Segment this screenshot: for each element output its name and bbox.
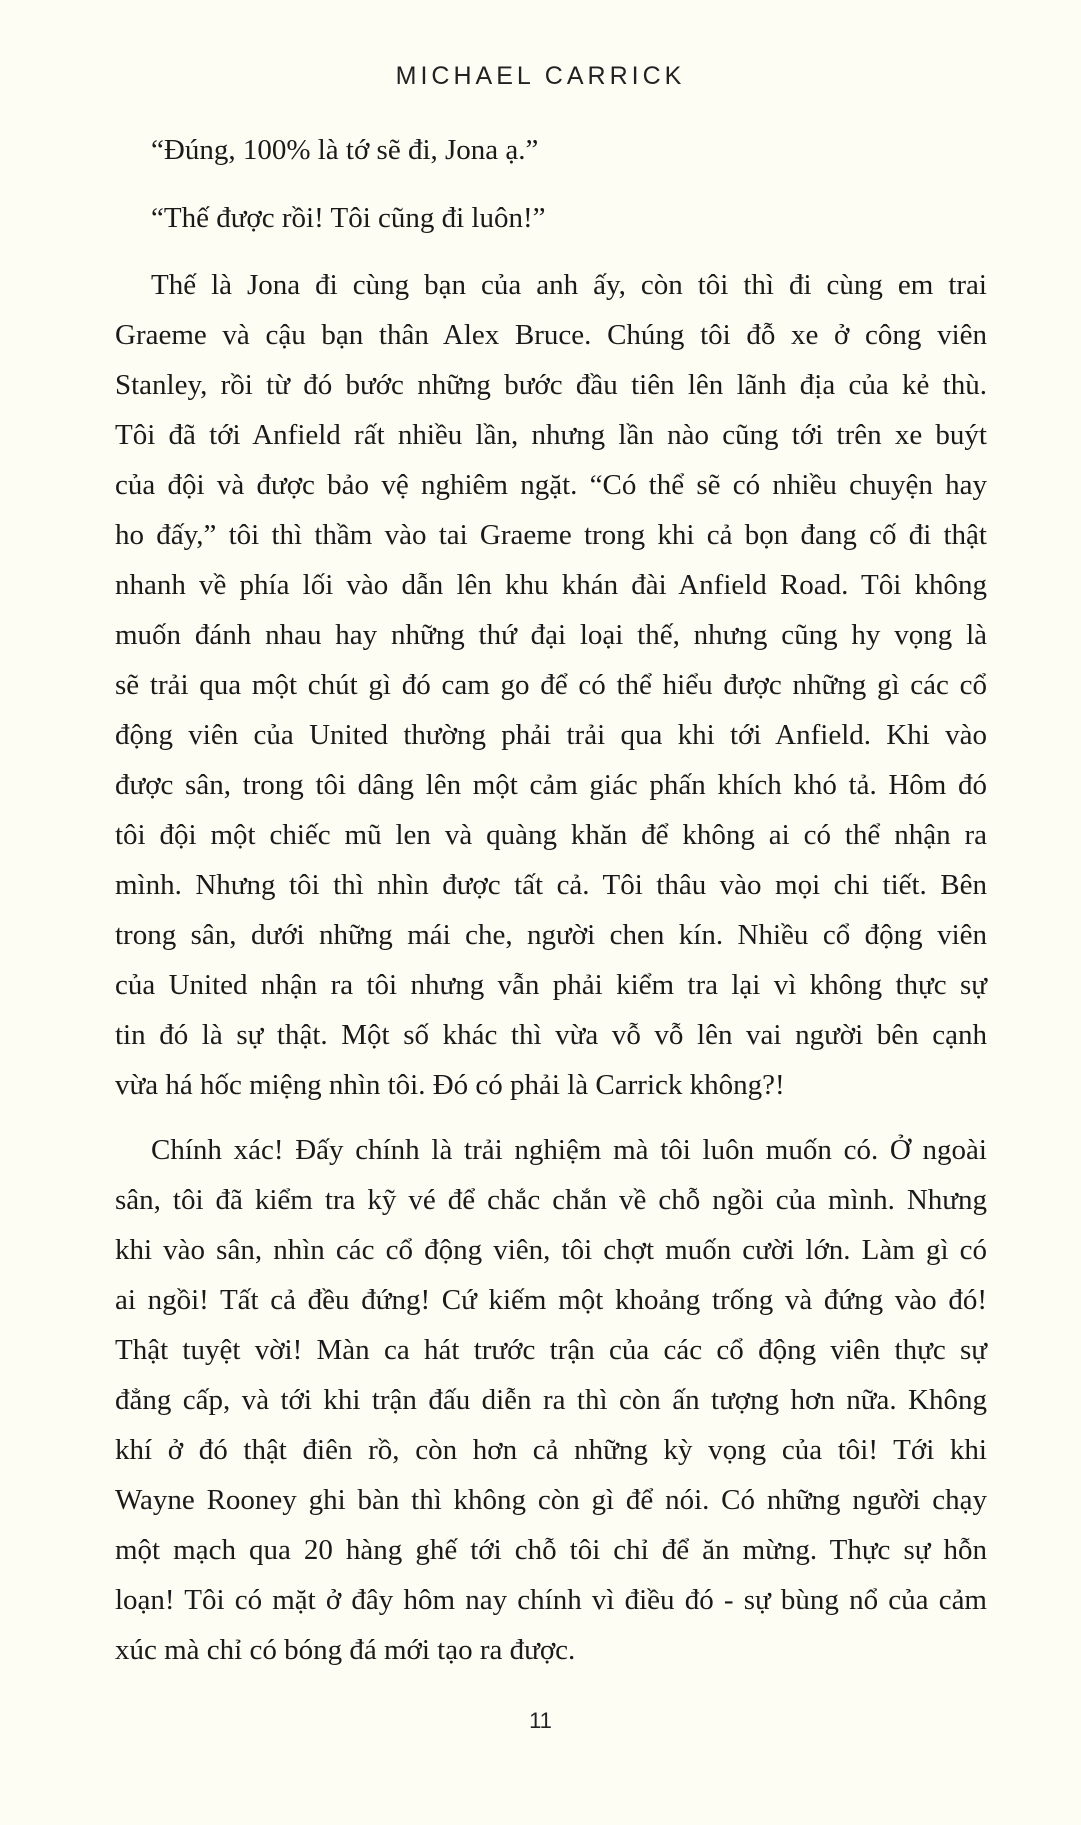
dialogue-line: “Đúng, 100% là tớ sẽ đi, Jona ạ.” bbox=[151, 134, 539, 166]
text-line: Wayne Rooney ghi bàn thì không còn gì để nói. Có những người chạy bbox=[115, 1484, 987, 1516]
text-line: loạn! Tôi có mặt ở đây hôm nay chính vì điều đó - sự bùng nổ của cảm bbox=[115, 1584, 987, 1616]
text-line: của United nhận ra tôi nhưng vẫn phải kiểm tra lại vì không thực sự bbox=[115, 969, 987, 1001]
paragraph bbox=[115, 1125, 987, 1675]
page-number: 11 bbox=[529, 1708, 552, 1733]
text-line: Tôi đã tới Anfield rất nhiều lần, nhưng lần nào cũng tới trên xe buýt bbox=[115, 419, 987, 451]
text-line: một mạch qua 20 hàng ghế tới chỗ tôi chỉ để ăn mừng. Thực sự hỗn bbox=[115, 1534, 987, 1566]
text-line: tin đó là sự thật. Một số khác thì vừa vỗ vỗ lên vai người bên cạnh bbox=[115, 1019, 987, 1051]
running-header: MICHAEL CARRICK bbox=[395, 62, 686, 90]
text-line: được sân, trong tôi dâng lên một cảm giác phấn khích khó tả. Hôm đó bbox=[115, 769, 987, 801]
text-line: Chính xác! Đấy chính là trải nghiệm mà tôi luôn muốn có. Ở ngoài bbox=[151, 1134, 987, 1166]
text-line: tôi đội một chiếc mũ len và quàng khăn để không ai có thể nhận ra bbox=[115, 819, 987, 851]
text-line: xúc mà chỉ có bóng đá mới tạo ra được. bbox=[115, 1634, 576, 1666]
dialogue-line: “Thế được rồi! Tôi cũng đi luôn!” bbox=[151, 202, 546, 234]
text-line: Graeme và cậu bạn thân Alex Bruce. Chúng tôi đỗ xe ở công viên bbox=[115, 319, 987, 351]
text-line: ai ngồi! Tất cả đều đứng! Cứ kiếm một khoảng trống và đứng vào đó! bbox=[115, 1284, 987, 1316]
text-line: Thật tuyệt vời! Màn ca hát trước trận của các cổ động viên thực sự bbox=[115, 1334, 987, 1366]
text-line: ho đấy,” tôi thì thầm vào tai Graeme trong khi cả bọn đang cố đi thật bbox=[115, 519, 987, 551]
dialogue-block bbox=[115, 193, 987, 243]
text-line: Stanley, rồi từ đó bước những bước đầu tiên lên lãnh địa của kẻ thù. bbox=[115, 369, 987, 401]
text-line: khi vào sân, nhìn các cổ động viên, tôi chợt muốn cười lớn. Làm gì có bbox=[115, 1234, 987, 1266]
text-line: khí ở đó thật điên rồ, còn hơn cả những kỳ vọng của tôi! Tới khi bbox=[115, 1434, 987, 1466]
text-line: trong sân, dưới những mái che, người chen kín. Nhiều cổ động viên bbox=[115, 919, 987, 951]
text-line: của đội và được bảo vệ nghiêm ngặt. “Có thể sẽ có nhiều chuyện hay bbox=[115, 469, 987, 501]
text-line: Thế là Jona đi cùng bạn của anh ấy, còn tôi thì đi cùng em trai bbox=[151, 269, 987, 301]
paragraph bbox=[115, 260, 987, 1110]
text-line: sân, tôi đã kiểm tra kỹ vé để chắc chắn về chỗ ngồi của mình. Nhưng bbox=[115, 1184, 987, 1216]
text-line: muốn đánh nhau hay những thứ đại loại thế, nhưng cũng hy vọng là bbox=[115, 619, 987, 651]
text-line: động viên của United thường phải trải qua khi tới Anfield. Khi vào bbox=[115, 719, 987, 751]
text-line: đẳng cấp, và tới khi trận đấu diễn ra thì còn ấn tượng hơn nữa. Không bbox=[115, 1384, 987, 1416]
text-line: sẽ trải qua một chút gì đó cam go để có thể hiểu được những gì các cổ bbox=[115, 669, 987, 701]
text-line: nhanh về phía lối vào dẫn lên khu khán đài Anfield Road. Tôi không bbox=[115, 569, 987, 601]
text-line: vừa há hốc miệng nhìn tôi. Đó có phải là Carrick không?! bbox=[115, 1069, 785, 1101]
dialogue-block bbox=[115, 125, 987, 175]
text-line: mình. Nhưng tôi thì nhìn được tất cả. Tôi thâu vào mọi chi tiết. Bên bbox=[115, 869, 987, 901]
